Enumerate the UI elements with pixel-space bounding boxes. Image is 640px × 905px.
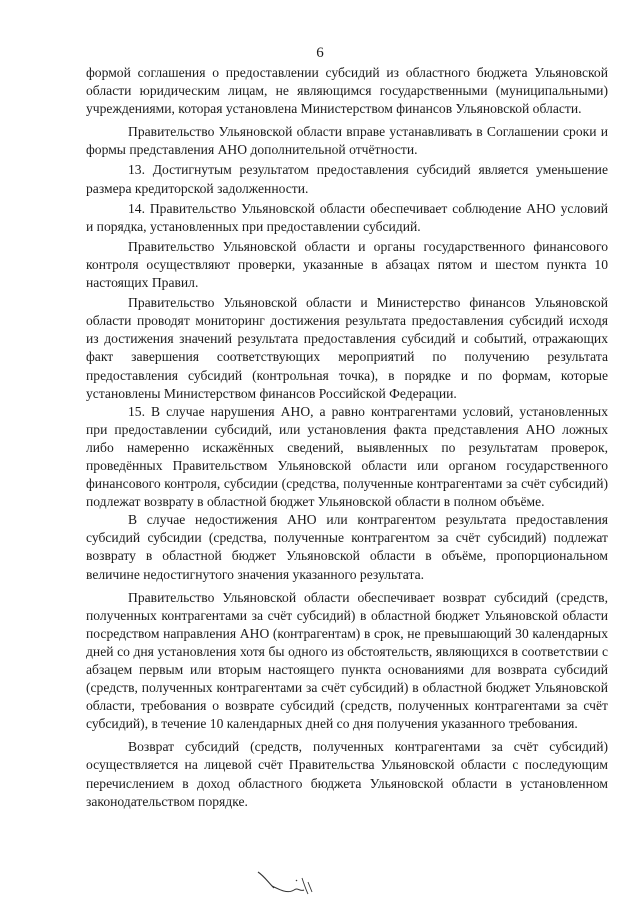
paragraph: Правительство Ульяновской области обеспечивает возврат субсидий (средств, полученных контрагентами за счёт субсидий) в областной бюджет Ульяновской области посредством направления АНО (контрагентам) в срок, не превышающий 30 календарных дней со дня установления хотя бы одного из обстоятельств, являющихся в соответствии с абзацем первым или вторым настоящего пункта основаниями для возврата субсидий (средств, полученных контрагентами за счёт субсидий) в областной бюджет Ульяновской области, требования о возврате субсидий (средств, полученных контрагентами за счёт субсидий), в течение 10 календарных дней со дня получения указанного требования. bbox=[86, 589, 608, 732]
paragraph: Правительство Ульяновской области и органы государственного финансового контроля осуществляют проверки, указанные в абзацах пятом и шестом пункта 10 настоящих Правил. bbox=[86, 238, 608, 291]
paragraph: В случае недостижения АНО или контрагентом результата предоставления субсидий субсидии (средства, полученные контрагентом за счёт субсидий) подлежат возврату в областной бюджет Ульяновской области в объёме, пропорциональном величине недостигнутого значения указанного результата. bbox=[86, 512, 608, 582]
paragraph: Возврат субсидий (средств, полученных контрагентами за счёт субсидий) осуществляется на лицевой счёт Правительства Ульяновской области с последующим перечислением в доход областного бюджета Ульяновской области в установленном законодательством порядке. bbox=[86, 739, 608, 809]
paragraph: 14. Правительство Ульяновской области обеспечивает соблюдение АНО условий и порядка, установленных при предоставлении субсидий. bbox=[86, 200, 608, 234]
signature-mark bbox=[250, 860, 330, 900]
paragraph: Правительство Ульяновской области вправе устанавливать в Соглашении сроки и формы представления АНО дополнительной отчётности. bbox=[86, 124, 608, 158]
paragraph: формой соглашения о предоставлении субсидий из областного бюджета Ульяновской области юридическим лицам, не являющимся государственными (муниципальными) учреждениями, которая установлена Министерством финансов Ульяновской области. bbox=[86, 65, 608, 117]
paragraph: 13. Достигнутым результатом предоставления субсидий является уменьшение размера кредиторской задолженности. bbox=[86, 162, 608, 196]
paragraph: 15. В случае нарушения АНО, а равно контрагентами условий, установленных при предоставлении субсидий, или установления факта представления АНО ложных либо намеренно искажённых сведений, выявленных по результатам проверок, проведённых Правительством Ульяновской области или органом государственного финансового контроля, субсидии (средства, полученные контрагентами за счёт субсидий) подлежат возврату в областной бюджет Ульяновской области в полном объёме. bbox=[86, 403, 608, 510]
page-number: 6 bbox=[316, 45, 324, 61]
document-body bbox=[86, 64, 608, 811]
paragraph: Правительство Ульяновской области и Министерство финансов Ульяновской области проводят мониторинг достижения результата предоставления субсидий исходя из достижения значений результата предоставления субсидий и событий, отражающих факт завершения соответствующих мероприятий по получению результата предоставления субсидий (контрольная точка), в порядке и по формам, которые установлены Министерством финансов Российской Федерации. bbox=[86, 295, 608, 401]
